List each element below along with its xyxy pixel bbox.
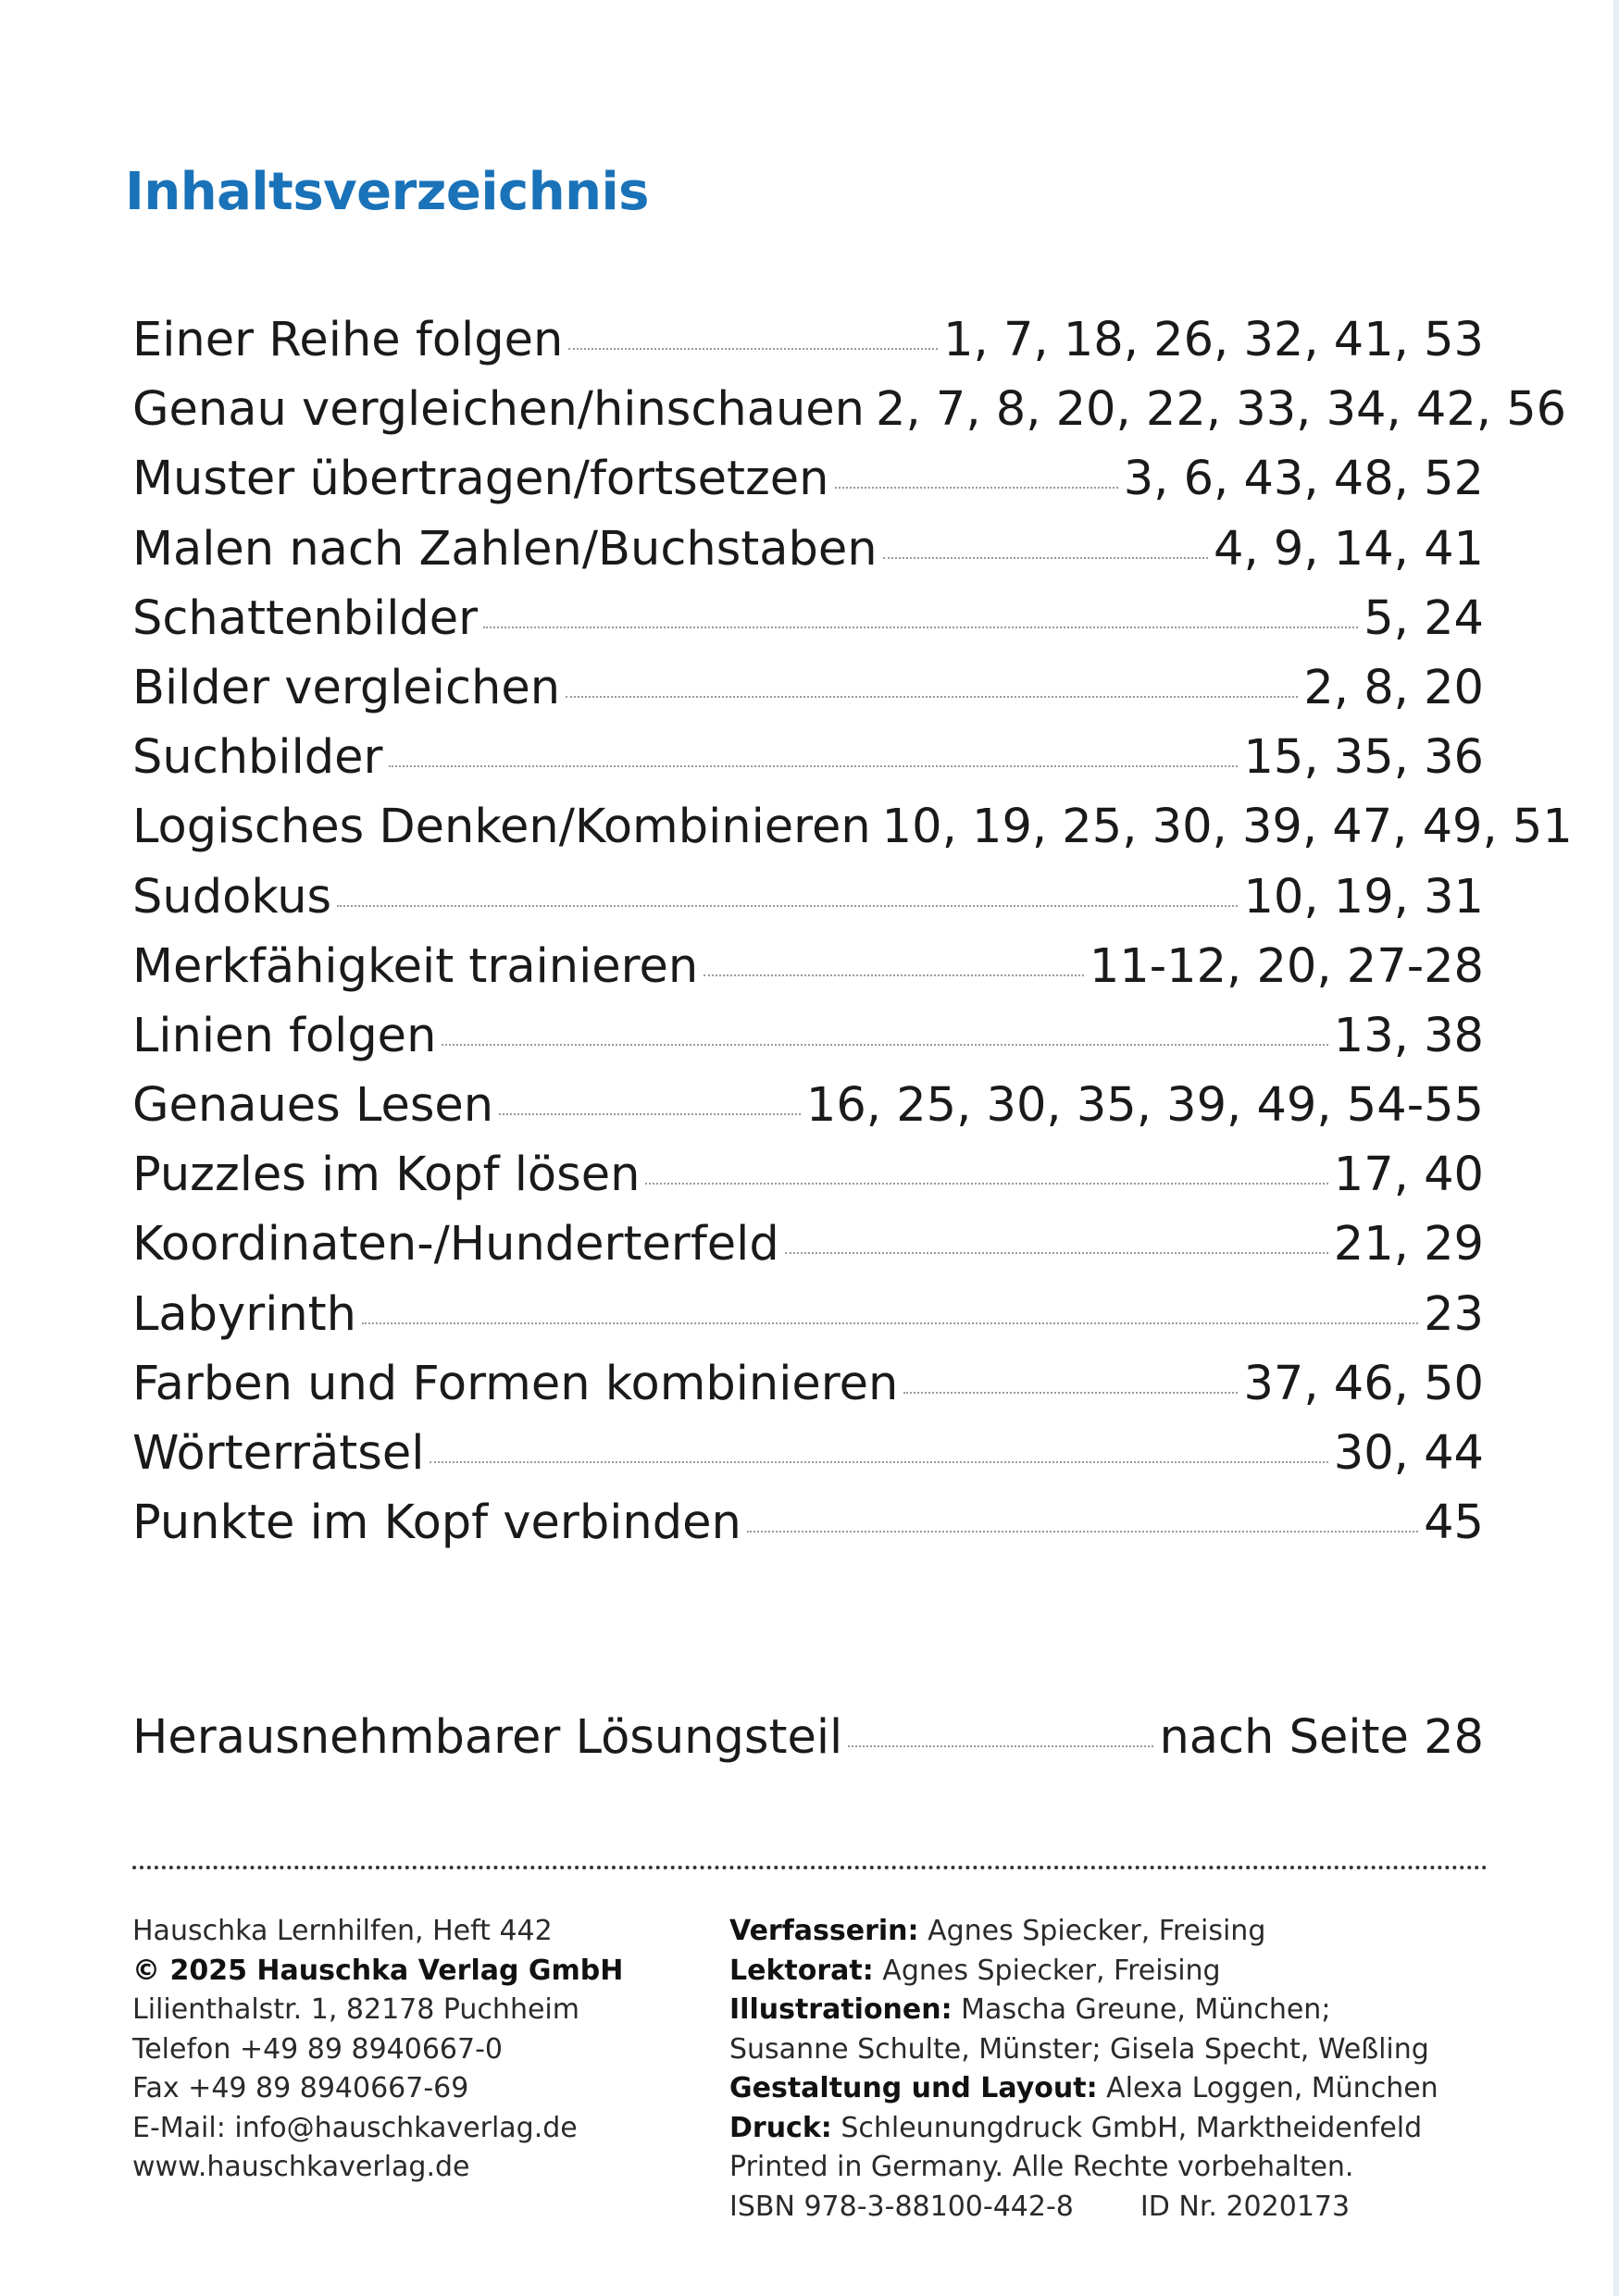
footer-divider [132,1866,1488,1869]
toc-pages: 15, 35, 36 [1243,730,1484,786]
toc-topic: Malen nach Zahlen/Buchstaben [132,521,878,577]
toc-topic: Einer Reihe folgen [132,313,564,367]
illustrations-label: Illustrationen: [729,1993,953,2026]
email-line[interactable]: E-Mail: info@hauschkaverlag.de [132,2111,578,2144]
toc-pages: 37, 46, 50 [1243,1356,1484,1411]
toc-entry[interactable] [132,1210,1484,1279]
dot-leader [566,696,1298,698]
dot-leader [848,1745,1153,1747]
toc-topic: Labyrinth [132,1286,357,1342]
toc-entry[interactable] [132,1349,1484,1419]
toc-pages: 45 [1424,1496,1484,1551]
toc-topic: Schattenbilder [132,590,479,646]
author-value: Agnes Spiecker, Freising [928,1915,1266,1947]
illustrations-line [729,1991,1526,2030]
toc-entry[interactable] [132,1280,1484,1349]
publisher-imprint [132,1912,725,2188]
solution-topic: Herausnehmbarer Lösungsteil [132,1710,843,1765]
toc-entry[interactable] [132,1001,1484,1071]
toc-entry[interactable] [132,444,1484,514]
toc-topic: Punkte im Kopf verbinden [132,1496,741,1551]
solution-section-entry[interactable] [132,1703,1484,1772]
toc-pages: 10, 19, 25, 30, 39, 47, 49, 51 [881,800,1573,855]
author-line [729,1912,1526,1952]
toc-topic: Merkfähigkeit trainieren [132,938,699,994]
editor-line [729,1952,1526,1992]
credits-imprint [729,1912,1526,2227]
dot-leader [785,1252,1328,1254]
toc-entry[interactable] [132,584,1484,653]
dot-leader [835,487,1118,489]
toc-entry[interactable] [132,653,1484,723]
address-line: Lilienthalstr. 1, 82178 Puchheim [132,1993,579,2026]
dot-leader [704,974,1084,976]
website-line[interactable]: www.hauschkaverlag.de [132,2151,470,2183]
table-of-contents [132,305,1573,1558]
toc-entry[interactable] [132,932,1484,1001]
toc-entry[interactable] [132,375,1567,444]
toc-entry[interactable] [132,723,1484,792]
dot-leader [747,1531,1418,1533]
toc-topic: Genau vergleichen/hinschauen [132,382,865,438]
dot-leader [430,1461,1327,1463]
toc-pages: 10, 19, 31 [1243,869,1484,925]
fax-line: Fax +49 89 8940667-69 [132,2072,469,2104]
print-label: Druck: [729,2111,832,2144]
illustrations-value: Mascha Greune, München; [961,1993,1331,2026]
dot-leader [442,1044,1327,1046]
toc-pages: 5, 24 [1364,590,1484,646]
toc-topic: Koordinaten-/Hunderterfeld [132,1217,779,1272]
dot-leader [362,1322,1418,1324]
dot-leader [389,765,1239,767]
toc-pages: 17, 40 [1333,1148,1484,1203]
dot-leader [883,557,1208,559]
toc-pages: 30, 44 [1333,1426,1484,1481]
toc-pages: 2, 8, 20 [1303,660,1484,715]
dot-leader [903,1392,1238,1394]
toc-pages: 4, 9, 14, 41 [1214,521,1484,577]
toc-topic: Logisches Denken/Kombinieren [132,800,871,855]
illustrations-continued-line: Susanne Schulte, Münster; Gisela Specht, Weßling [729,2032,1429,2066]
design-line [729,2069,1526,2109]
toc-entry[interactable] [132,792,1573,862]
toc-pages: 13, 38 [1333,1008,1484,1063]
series-line: Hauschka Lernhilfen, Heft 442 [132,1915,553,1947]
toc-topic: Linien folgen [132,1008,437,1063]
toc-entry[interactable] [132,1071,1484,1140]
toc-pages: 21, 29 [1333,1217,1484,1272]
editor-label: Lektorat: [729,1954,874,1987]
isbn-value: ISBN 978-3-88100-442-8 [729,2190,1074,2223]
page-title: Inhaltsverzeichnis [125,162,649,222]
toc-topic: Sudokus [132,869,332,925]
toc-entry[interactable] [132,1140,1484,1210]
rights-line: Printed in Germany. Alle Rechte vorbehalten. [729,2151,1354,2183]
toc-topic: Muster übertragen/fortsetzen [132,452,829,507]
toc-pages: 1, 7, 18, 26, 32, 41, 53 [943,313,1484,367]
dot-leader [645,1183,1327,1185]
print-value: Schleunungdruck GmbH, Marktheidenfeld [841,2111,1423,2144]
toc-entry[interactable] [132,1419,1484,1488]
print-line [729,2109,1526,2149]
phone-line: Telefon +49 89 8940667-0 [132,2032,504,2066]
id-number: ID Nr. 2020173 [1140,2190,1351,2223]
dot-leader [337,905,1238,907]
solution-pages: nach Seite 28 [1159,1710,1484,1765]
author-label: Verfasserin: [729,1915,919,1947]
dot-leader [499,1113,801,1115]
copyright-line: © 2025 Hauschka Verlag GmbH [132,1954,624,1987]
toc-pages: 3, 6, 43, 48, 52 [1123,452,1484,507]
toc-topic: Puzzles im Kopf lösen [132,1148,641,1203]
toc-pages: 2, 7, 8, 20, 22, 33, 34, 42, 56 [876,382,1567,438]
design-label: Gestaltung und Layout: [729,2072,1098,2104]
toc-entry[interactable] [132,305,1484,375]
page-edge-rule [1613,0,1619,2296]
isbn-line [729,2188,1526,2228]
toc-topic: Genaues Lesen [132,1078,494,1134]
toc-pages: 11-12, 20, 27-28 [1089,938,1484,994]
toc-topic: Suchbilder [132,730,383,786]
toc-pages: 16, 25, 30, 35, 39, 49, 54-55 [805,1078,1484,1134]
dot-leader [483,627,1358,628]
toc-entry[interactable] [132,515,1484,584]
toc-entry[interactable] [132,1488,1484,1558]
toc-pages: 23 [1424,1286,1484,1342]
toc-topic: Bilder vergleichen [132,660,561,715]
toc-topic: Farben und Formen kombinieren [132,1356,899,1411]
toc-entry[interactable] [132,863,1484,932]
toc-topic: Wörterrätsel [132,1426,425,1481]
editor-value: Agnes Spiecker, Freising [882,1954,1221,1987]
design-value: Alexa Loggen, München [1106,2072,1438,2104]
dot-leader [568,348,938,350]
